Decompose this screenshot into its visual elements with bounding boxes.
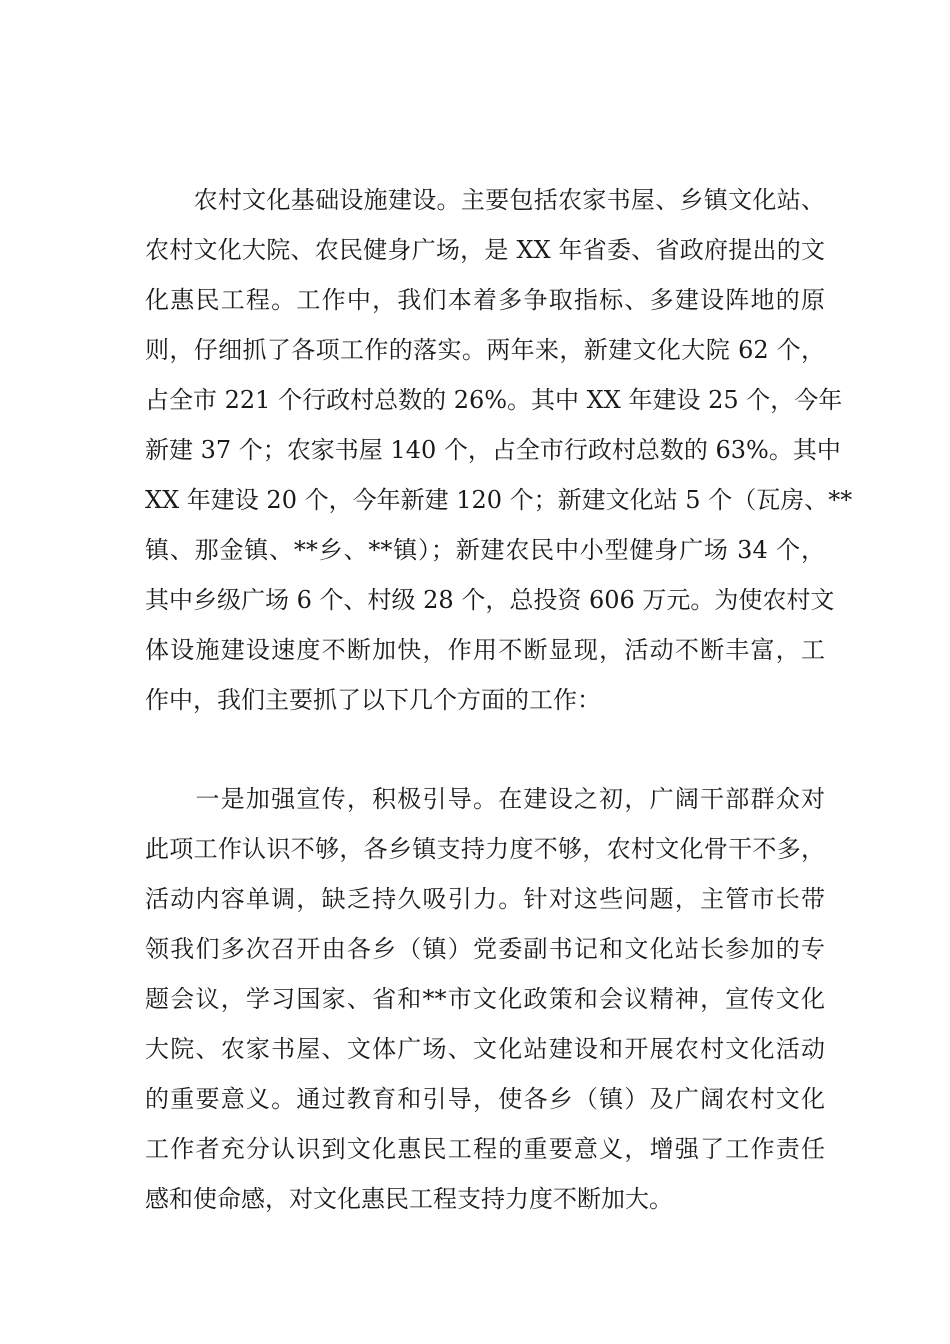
text-line: 题会议，学习国家、省和**市文化政策和会议精神，宣传文化 (145, 985, 825, 1013)
text-line: 的重要意义。通过教育和引导，使各乡（镇）及广阔农村文化 (145, 1085, 825, 1113)
text-line: 工作者充分认识到文化惠民工程的重要意义，增强了工作责任 (145, 1135, 825, 1163)
text-line: 则，仔细抓了各项工作的落实。两年来，新建文化大院 62 个， (145, 336, 825, 364)
paragraph-publicity-guidance (145, 774, 825, 1224)
text-line: 感和使命感，对文化惠民工程支持力度不断加大。 (145, 1185, 673, 1213)
text-line: 新建 37 个；农家书屋 140 个，占全市行政村总数的 63%。其中 (145, 436, 841, 464)
text-line: XX 年建设 20 个，今年新建 120 个；新建文化站 5 个（瓦房、** (145, 486, 853, 514)
text-line: 镇、那金镇、**乡、**镇）；新建农民中小型健身广场 34 个， (145, 536, 825, 564)
text-line: 作中，我们主要抓了以下几个方面的工作： (145, 686, 601, 714)
text-line: 一是加强宣传，积极引导。在建设之初，广阔干部群众对 (145, 785, 825, 813)
text-line: 农村文化大院、农民健身广场，是 XX 年省委、省政府提出的文 (145, 236, 825, 264)
text-line: 大院、农家书屋、文体广场、文化站建设和开展农村文化活动 (145, 1035, 825, 1063)
text-line: 此项工作认识不够，各乡镇支持力度不够，农村文化骨干不多， (145, 835, 825, 863)
text-line: 活动内容单调，缺乏持久吸引力。针对这些问题，主管市长带 (145, 885, 825, 913)
text-line: 占全市 221 个行政村总数的 26%。其中 XX 年建设 25 个，今年 (145, 386, 843, 414)
text-line: 领我们多次召开由各乡（镇）党委副书记和文化站长参加的专 (145, 935, 825, 963)
text-line: 化惠民工程。工作中，我们本着多争取指标、多建设阵地的原 (145, 286, 825, 314)
text-line: 体设施建设速度不断加快，作用不断显现，活动不断丰富，工 (145, 636, 825, 664)
text-line: 农村文化基础设施建设。主要包括农家书屋、乡镇文化站、 (145, 186, 825, 214)
paragraph-rural-culture-facilities (145, 175, 853, 725)
text-line: 其中乡级广场 6 个、村级 28 个，总投资 606 万元。为使农村文 (145, 586, 835, 614)
